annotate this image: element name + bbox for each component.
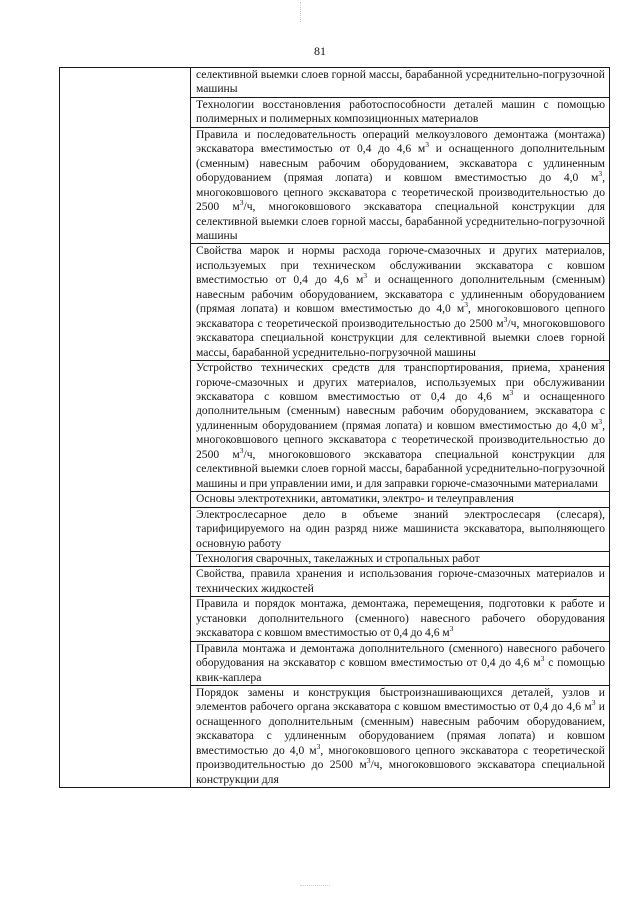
superscript: 3 bbox=[598, 169, 603, 179]
text-segment: , многоковшового цепного экскаватора с теоретической производительностью до 2500 м bbox=[196, 302, 605, 330]
text-segment: Порядок замены и конструкция быстроизнашивающихся деталей, узлов и элементов рабочего органа экскаватора с ковшом вместимостью от 0,4 до 4,6 м bbox=[196, 686, 605, 714]
text-segment: Устройство технических средств для транспортирования, приема, хранения горюче-смазочных и других материалов, используемых при обслуживании экскаватора с ковшом вместимостью от 0,4 до 4,6 м bbox=[196, 361, 605, 403]
requirement-cell bbox=[191, 68, 610, 98]
requirement-text bbox=[196, 244, 605, 360]
requirement-text bbox=[196, 98, 605, 127]
text-segment: и оснащенного дополнительным (сменным) навесным рабочим оборудованием, экскаватора с удлиненным оборудованием (прямая лопата) и ковшом вместимостью до 4,0 м bbox=[196, 273, 605, 316]
requirement-text bbox=[196, 567, 605, 596]
requirement-text bbox=[196, 686, 605, 787]
superscript: 3 bbox=[316, 741, 321, 751]
requirement-text bbox=[196, 128, 605, 244]
superscript: 3 bbox=[464, 300, 469, 310]
superscript: 3 bbox=[509, 388, 514, 398]
text-segment: Технология сварочных, такелажных и стропальных работ bbox=[196, 551, 480, 565]
text-segment: с помощью квик-каплера bbox=[196, 656, 605, 684]
superscript: 3 bbox=[366, 756, 371, 766]
requirement-cell bbox=[191, 507, 610, 551]
requirement-text bbox=[196, 492, 605, 506]
text-segment: Правила и порядок монтажа, демонтажа, перемещения, подготовки к работе и установки дополнительного (сменного) навесного рабочего оборудования экскаватора с ковшом вместимостью от 0,4 до 4,6 м bbox=[196, 597, 605, 640]
requirement-text bbox=[196, 552, 605, 566]
table-row bbox=[60, 68, 610, 98]
text-segment: Правила и последовательность операций мелкоузлового демонтажа (монтажа) экскаватора вместимостью от 0,4 до 4,6 м bbox=[196, 127, 605, 156]
superscript: 3 bbox=[239, 198, 244, 208]
requirement-cell bbox=[191, 567, 610, 597]
superscript: 3 bbox=[363, 271, 368, 281]
text-segment: Свойства, правила хранения и использования горюче-смазочных материалов и технических жидкостей bbox=[196, 567, 605, 595]
requirement-text bbox=[196, 597, 605, 640]
text-segment: Электрослесарное дело в объеме знаний электрослесаря (слесаря), тарифицируемого на один разряд ниже машиниста экскаватора, выполняющего основную работу bbox=[196, 507, 605, 550]
text-segment: /ч, многоковшового экскаватора специальной конструкции для bbox=[196, 758, 605, 786]
requirement-cell bbox=[191, 97, 610, 127]
text-segment: Технологии восстановления работоспособности деталей машин с помощью полимерных и полимерных композиционных материалов bbox=[196, 97, 605, 126]
text-segment: и оснащенного дополнительным (сменным) навесным рабочим оборудованием, экскаватора с удлиненным оборудованием (прямая лопата) и ковшом вместимостью до 4,0 м bbox=[196, 389, 605, 432]
scan-artifact-bottom bbox=[300, 885, 330, 904]
superscript: 3 bbox=[425, 140, 430, 150]
superscript: 3 bbox=[239, 445, 244, 455]
text-segment: и оснащенного дополнительным (сменным) навесным рабочим оборудованием, экскаватора с удлиненным оборудованием (прямая лопата) и ковшом вместимостью до 4,0 м bbox=[196, 700, 605, 757]
requirement-cell bbox=[191, 551, 610, 566]
scan-artifact-top bbox=[300, 2, 302, 22]
requirement-text bbox=[196, 642, 605, 685]
text-segment: , многоковшового цепного экскаватора с теоретической производительностью до 2500 м bbox=[196, 743, 605, 772]
requirement-cell bbox=[191, 492, 610, 507]
empty-left-cell bbox=[60, 68, 191, 788]
knowledge-requirements-table bbox=[59, 67, 610, 788]
text-segment: , многоковшового цепного экскаватора с теоретической производительностью до 2500 м bbox=[196, 171, 605, 214]
requirement-cell bbox=[191, 361, 610, 492]
text-segment: Основы электротехники, автоматики, электро- и телеуправления bbox=[196, 492, 514, 506]
requirement-cell bbox=[191, 127, 610, 244]
superscript: 3 bbox=[591, 698, 596, 708]
text-segment: /ч, многоковшового экскаватора специальной конструкции для селективной выемки слоев горной массы, барабанной усреднительно-погрузочной машины bbox=[196, 316, 606, 359]
superscript: 3 bbox=[449, 624, 454, 634]
requirement-cell bbox=[191, 244, 610, 361]
text-segment: и оснащенного дополнительным (сменным) навесным рабочим оборудованием, экскаватора с удлиненным оборудованием (прямая лопата) и ковшом вместимостью до 4,0 м bbox=[196, 142, 605, 185]
requirement-cell bbox=[191, 686, 610, 788]
superscript: 3 bbox=[540, 654, 545, 664]
superscript: 3 bbox=[598, 417, 603, 427]
requirement-cell bbox=[191, 641, 610, 685]
text-segment: Правила монтажа и демонтажа дополнительного (сменного) навесного рабочего оборудования на экскаватор с ковшом вместимостью от 0,4 до 4,6 м bbox=[196, 641, 605, 670]
requirement-text bbox=[196, 361, 605, 491]
requirement-text bbox=[196, 508, 605, 551]
text-segment: , многоковшового цепного экскаватора с теоретической производительностью до 2500 м bbox=[196, 418, 605, 461]
requirement-cell bbox=[191, 597, 610, 641]
text-segment: /ч, многоковшового экскаватора специальной конструкции для селективной выемки слоев горной массы, барабанной усреднительно-погрузочной машины и при управлении ими, и для заправки горюче-смазочными материалами bbox=[196, 447, 605, 490]
text-segment: Свойства марок и нормы расхода горюче-смазочных и других материалов, используемых при техническом обслуживании экскаватора с ковшом вместимостью от 0,4 до 4,6 м bbox=[196, 244, 605, 287]
text-segment: селективной выемки слоев горной массы, барабанной усреднительно-погрузочной машины bbox=[196, 68, 605, 96]
text-segment: /ч, многоковшового экскаватора специальной конструкции для селективной выемки слоев горной массы, барабанной усреднительно-погрузочной машины bbox=[196, 200, 605, 242]
superscript: 3 bbox=[503, 314, 508, 324]
page-number: 81 bbox=[314, 44, 326, 58]
requirement-text bbox=[196, 68, 605, 97]
